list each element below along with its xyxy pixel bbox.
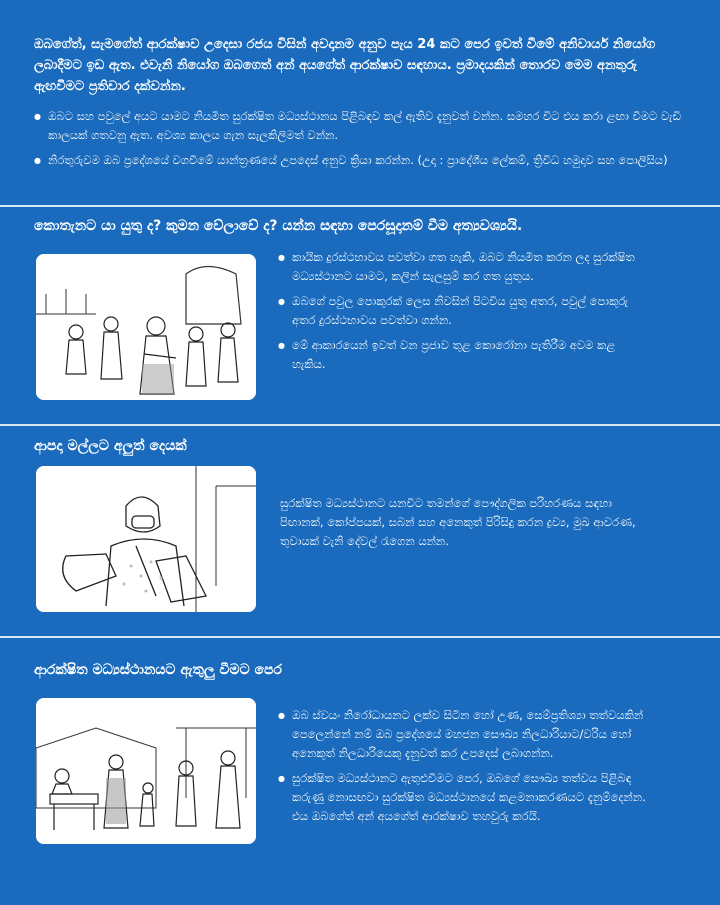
kit-text: සුරක්ෂිත මධ්‍යස්ථානට යනවිට තමන්ගේ පෞද්ගලික පරිහරණය සඳහා පිඟානක්, කෝප්පයක්, සබන් සහ අනෙකුත් පිරිසිදු කරන ද්‍රව්‍ය, මුඛ ආවරණ, තුවායක් වැනි දේවල් රැගෙන යන්න. [280, 496, 636, 548]
kit-section [0, 436, 720, 626]
before-bullet-list [278, 706, 648, 832]
where-section [0, 216, 720, 426]
intro-section [0, 34, 720, 176]
where-bullet-list [278, 248, 638, 380]
list-item: ● ඔබට සහ පවුලේ අයට යාමට නියමිත සුරක්ෂිත මධ්‍යස්ථානය පිළිබඳව කල් ඇතිව දැනුවත් වන්න. සමහර විට එය කරා ළඟා වීමට වැඩි කාලයක් ගතවනු ඇත. අවශ්‍ය කාලය ගැන සැලකිලිමත් වන්න. [34, 107, 688, 145]
where-heading: කොතැනට යා යුතු ද? කුමන වේලාවේ ද? යන්න සඳහා පෙරසූදානම් වීම අත්‍යවශ්‍යයි. [34, 218, 523, 234]
section-divider [0, 636, 720, 638]
list-item: ● නිරතුරුවම ඔබ ප්‍රදේශයේ වගවීමේ යාන්ත්‍රණයේ උපදෙස් අනුව ක්‍රියා කරන්න. (උදා : ප්‍රාදේශීය ලේකම්, ත්‍රිවිධ හමුදාව සහ පොලිසිය) [34, 151, 688, 170]
list-item: ● ඔබගේ පවුල පොකුරක් ලෙස නිවසින් පිටවිය යුතු අතර, පවුල් පොකුරු අතර දුරස්ථභාවය පවත්වා ගන්න. [278, 292, 638, 330]
intro-bullet-list [34, 107, 688, 170]
section-divider [0, 205, 720, 207]
evacuation-illustration-icon [36, 254, 256, 400]
before-heading: ආරක්ෂිත මධ්‍යස්ථානයට ඇතුලු වීමට පෙර [34, 662, 282, 678]
list-item: ● කායික දුරස්ථභාවය පවත්වා ගත හැකි, ඔබට නියමිත කරන ලද සුරක්ෂිත මධ්‍යස්ථානට යාමට, කලින් සැලසුම් කර ගත යුතුය. [278, 248, 638, 286]
list-item: ● සුරක්ෂිත මධ්‍යස්ථානට ඇතුළුවීමට පෙර, ඔබගේ සෞඛ්‍ය තත්වය පිළිබඳ කරුණු නොසඟවා සුරක්ෂිත මධ්‍යස්ථානයේ කළමනාකරණයට දැනුම්දෙන්න. එය ඔබගේත් අන් අයගේත් ආරක්ෂාව තහවුරු කරයි. [278, 769, 648, 826]
list-item: ● මේ ආකාරයෙන් ඉවත් වන ප්‍රජාව තුළ කොරෝනා පැතිරීම අවම කළ හැකිය. [278, 336, 638, 374]
relief-bag-illustration-icon [36, 466, 256, 612]
list-item: ● ඔබ ස්වයං නිරෝධායනට ලක්ව සිටින හෝ උණ, සෙම්ප්‍රතිශ්‍යා තත්වයකින් පෙලෙන්නේ නම් ඔබ ප්‍රදේශයේ මහජන සෞඛ්‍ය නිලධාරියාට/වරිය හෝ අනෙකුත් නිලධාරියෙකු දැනුවත් කර උපදෙස් ලබාගන්න. [278, 706, 648, 763]
health-screening-illustration-icon [36, 698, 256, 844]
before-section [0, 660, 720, 890]
kit-heading: ආපදා මල්ලට අලුත් දෙයක් [34, 438, 187, 454]
section-divider [0, 424, 720, 426]
intro-lead: ඔබගේත්, සැමගේත් ආරක්ෂාව උදෙසා රජය විසින් අවදානම අනුව පැය 24 කට පෙර ඉවත් වීමේ අනිවාර්ය නියෝග ලබාදීමට ඉඩ ඇත. එවැනි නියෝග ඔබගෙත් අන් අයගේත් ආරක්ෂාව සඳහාය. ප්‍රමාදයකින් තොරව මෙම අනතුරු ඇඟවීමට ප්‍රතිචාර දක්වන්න. [34, 37, 656, 94]
